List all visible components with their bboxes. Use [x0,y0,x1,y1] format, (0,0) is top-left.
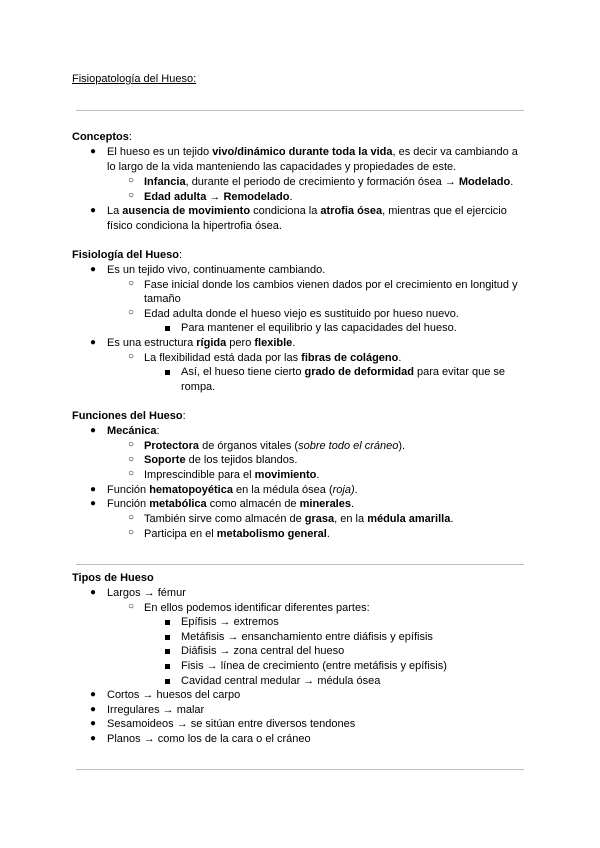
text-run: . [316,469,320,481]
bold-run: fibras de colágeno [301,352,399,364]
heading-text: Conceptos [72,131,129,143]
heading-text: Fisiología del Hueso [72,249,179,261]
bullet-icon: ● [90,264,97,275]
bullet-icon: ● [90,205,97,216]
tipos-line-1: Largos → fémur [107,587,186,599]
fisiologia-line-7-cont: rompa. [181,381,216,393]
tipos-line-3: Epífisis → extremos [181,616,279,628]
bullet-icon: ● [90,337,97,348]
bullet-icon: ● [90,146,97,157]
bullet-icon: ● [90,704,97,715]
conceptos-line-3 [144,190,293,204]
text-run: Así, el hueso tiene cierto [181,366,305,378]
funciones-line-4 [144,468,319,482]
tipos-line-9: Irregulares → malar [107,704,205,716]
circle-bullet-icon: ○ [128,439,135,450]
divider-3 [76,769,524,770]
circle-bullet-icon: ○ [128,278,135,289]
text-run: Imprescindible para el [144,469,255,481]
bold-run: movimiento [254,469,317,481]
text-run: , en la [334,513,368,525]
section-heading-funciones [72,410,186,422]
divider-1 [76,110,524,111]
bold-run: rígida [196,337,227,349]
bold-run: vivo/dinámico durante toda la vida [212,146,393,158]
text-run: La flexibilidad está dada por las [144,352,302,364]
funciones-line-5 [107,483,358,497]
funciones-line-7 [144,512,453,526]
bold-run: minerales [299,498,351,510]
bullet-icon: ● [90,498,97,509]
square-bullet-icon [165,635,170,640]
text-run: . [350,498,355,510]
text-run: . [510,176,514,188]
circle-bullet-icon: ○ [128,307,135,318]
tipos-line-10: Sesamoideos → se sitúan entre diversos tendones [107,718,356,730]
funciones-line-6 [107,497,354,511]
bold-run: Soporte [144,454,186,466]
tipos-line-4: Metáfisis → ensanchamiento entre diáfisis y epífisis [181,631,433,643]
section-heading-conceptos [72,131,132,143]
text-run: . [354,484,358,496]
square-bullet-icon [165,649,170,654]
text-run: pero [226,337,255,349]
funciones-line-3 [144,453,297,467]
circle-bullet-icon: ○ [128,351,135,362]
conceptos-line-4-cont: físico condiciona la hipertrofia ósea. [107,220,282,232]
text-run: , durante el periodo de crecimiento y formación ósea → [185,176,459,188]
text-run: de los tejidos blandos. [185,454,298,466]
conceptos-line-1 [107,145,518,159]
text-run: También sirve como almacén de [144,513,305,525]
text-run: , mientras que el ejercicio [382,205,507,217]
italic-run: roja) [332,484,355,496]
fisiologia-line-4: Para mantener el equilibrio y las capacidades del hueso. [181,322,457,334]
tipos-line-6: Fisis → línea de crecimiento (entre metáfisis y epífisis) [181,660,447,672]
text-run: , es decir va cambiando a [392,146,518,158]
text-run: Función [107,498,150,510]
fisiologia-line-2-cont: tamaño [144,293,181,305]
tipos-line-7: Cavidad central medular → médula ósea [181,675,381,687]
bold-run: Mecánica [107,425,157,437]
funciones-line-8 [144,527,330,541]
circle-bullet-icon: ○ [128,454,135,465]
text-run: . [289,191,293,203]
bold-run: grasa [304,513,335,525]
section-heading-tipos: Tipos de Hueso [72,572,154,584]
bold-run: Modelado [458,176,511,188]
text-run: ). [398,440,406,452]
square-bullet-icon [165,679,170,684]
square-bullet-icon [165,620,170,625]
text-run: Función [107,484,150,496]
text-run: condiciona la [250,205,321,217]
bold-run: Edad adulta → Remodelado [144,191,290,203]
bullet-icon: ● [90,733,97,744]
bullet-icon: ● [90,425,97,436]
square-bullet-icon [165,664,170,669]
bold-run: grado de deformidad [304,366,414,378]
text-run: . [292,337,296,349]
text-run: La [107,205,123,217]
text-run: Es una estructura [107,337,197,349]
text-run: Participa en el [144,528,217,540]
text-run: en la médula ósea ( [232,484,333,496]
section-heading-fisiologia [72,249,182,261]
title-colon: : [193,73,197,85]
text-run: . [450,513,454,525]
circle-bullet-icon: ○ [128,512,135,523]
divider-2 [76,564,524,565]
fisiologia-line-2: Fase inicial donde los cambios vienen dados por el crecimiento en longitud y [144,279,518,291]
bullet-icon: ● [90,484,97,495]
conceptos-line-4 [107,204,507,218]
text-run: como almacén de [206,498,300,510]
text-run: : [156,425,160,437]
bold-run: metabólica [149,498,207,510]
heading-colon: : [178,249,183,261]
italic-run: sobre todo el cráneo [298,440,399,452]
bold-run: Infancia [144,176,186,188]
fisiologia-line-1: Es un tejido vivo, continuamente cambiando. [107,264,326,276]
tipos-line-8: Cortos → huesos del carpo [107,689,241,701]
funciones-line-2 [144,439,405,453]
fisiologia-line-7 [181,365,505,379]
fisiologia-line-3: Edad adulta donde el hueso viejo es sustituido por hueso nuevo. [144,308,459,320]
funciones-line-1 [107,424,160,438]
bold-run: médula amarilla [367,513,451,525]
tipos-line-5: Diáfisis → zona central del hueso [181,645,345,657]
tipos-line-11: Planos → como los de la cara o el cráneo [107,733,311,745]
square-bullet-icon [165,326,170,331]
bullet-icon: ● [90,718,97,729]
title-text: Fisiopatología del Hueso [72,73,194,85]
tipos-line-2: En ellos podemos identificar diferentes partes: [144,602,370,614]
circle-bullet-icon: ○ [128,190,135,201]
fisiologia-line-6 [144,351,401,365]
bullet-icon: ● [90,689,97,700]
conceptos-line-1-cont: lo largo de la vida manteniendo las capacidades y propiedades de este. [107,161,457,173]
text-run: . [398,352,402,364]
text-run: . [326,528,330,540]
bold-run: hematopoyética [149,484,233,496]
circle-bullet-icon: ○ [128,527,135,538]
text-run: de órganos vitales ( [199,440,299,452]
bold-run: atrofia ósea [320,205,383,217]
bullet-icon: ● [90,587,97,598]
heading-colon: : [182,410,186,422]
circle-bullet-icon: ○ [128,468,135,479]
circle-bullet-icon: ○ [128,601,135,612]
heading-colon: : [128,131,132,143]
conceptos-line-2 [144,175,513,189]
fisiologia-line-5 [107,336,295,350]
text-run: para evitar que se [413,366,506,378]
square-bullet-icon [165,370,170,375]
bold-run: ausencia de movimiento [122,205,251,217]
circle-bullet-icon: ○ [128,175,135,186]
bold-run: metabolismo general [216,528,327,540]
document-title [72,73,196,85]
heading-text: Funciones del Hueso [72,410,183,422]
text-run: El hueso es un tejido [107,146,213,158]
bold-run: Protectora [144,440,200,452]
bold-run: flexible [254,337,293,349]
